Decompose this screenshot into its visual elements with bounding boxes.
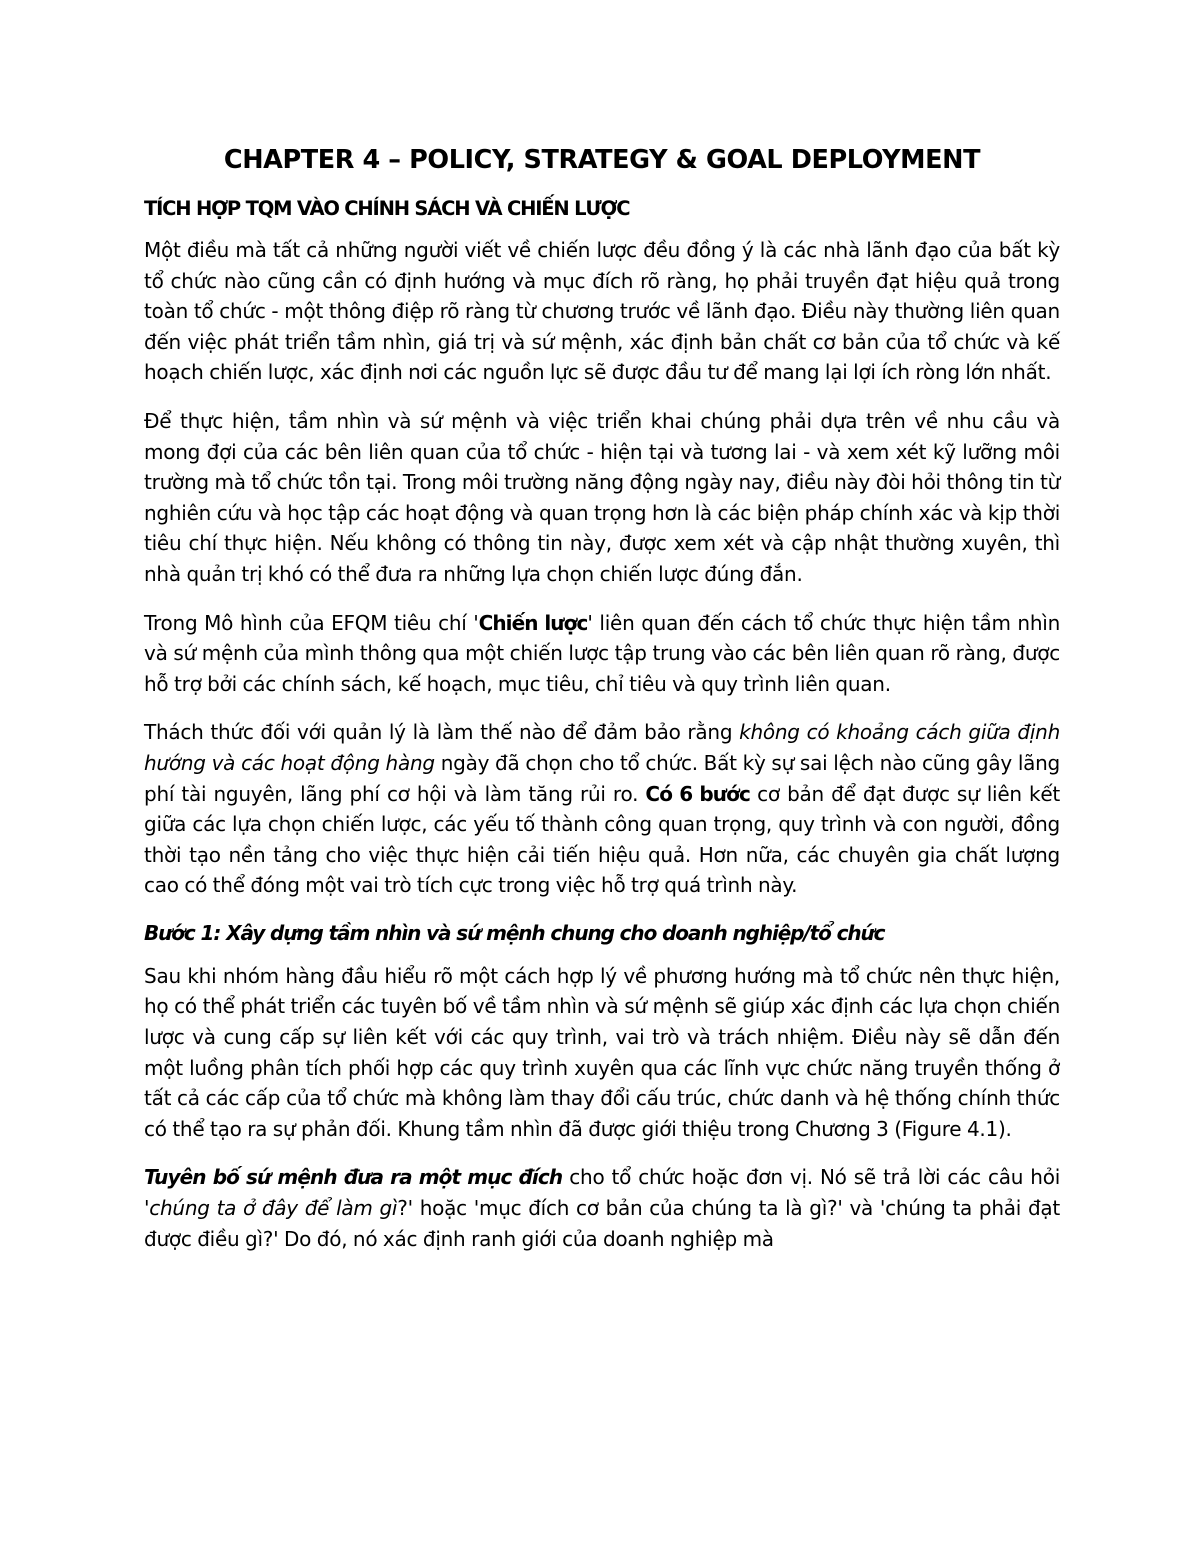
paragraph-3-bold-term: Chiến lược	[478, 610, 588, 635]
document-page	[144, 140, 1060, 1254]
paragraph-3	[144, 608, 1060, 700]
paragraph-6-text-part1: cho tổ chức hoặc đơn vị. Nó sẽ trả lời các câu hỏi '	[144, 1165, 1061, 1221]
paragraph-5: Sau khi nhóm hàng đầu hiểu rõ một cách hợp lý về phương hướng mà tổ chức nên thực hiện, họ có thể phát triển các tuyên bố về tầm nhìn và sứ mệnh sẽ giúp xác định các lựa chọn chiến lược và cung cấp sự liên kết với các quy trình, vai trò và trách nhiệm. Điều này sẽ dẫn đến một luồng phân tích phối hợp các quy trình xuyên qua các lĩnh vực chức năng truyền thống ở tất cả các cấp của tổ chức mà không làm thay đổi cấu trúc, chức danh và hệ thống chính thức có thể tạo ra sự phản đối. Khung tầm nhìn đã được giới thiệu trong Chương 3 (Figure 4.1).	[144, 963, 1060, 1141]
paragraph-6-text-part2: ?' hoặc 'mục đích cơ bản của chúng ta là gì?' và 'chúng ta phải đạt được điều gì?' Do đó, nó xác định ranh giới của doanh nghiệp mà	[144, 1196, 1060, 1251]
step-1-heading: Bước 1: Xây dựng tầm nhìn và sứ mệnh chung cho doanh nghiệp/tổ chức	[144, 920, 885, 945]
paragraph-4-text-middle: ngày đã chọn cho tổ chức. Bất kỳ sự sai lệch nào cũng gây lãng phí tài nguyên, lãng phí cơ hội và làm tăng rủi ro.	[144, 750, 1061, 806]
section-heading: TÍCH HỢP TQM VÀO CHÍNH SÁCH VÀ CHIẾN LƯỢC	[144, 197, 630, 220]
paragraph-6	[144, 1162, 1060, 1254]
paragraph-6-italic-phrase: chúng ta ở đây để làm gì	[149, 1196, 398, 1221]
paragraph-4-text-before: Thách thức đối với quản lý là làm thế nào để đảm bảo rằng	[144, 720, 740, 745]
paragraph-4-bold-phrase: Có 6 bước	[645, 781, 750, 806]
paragraph-4	[144, 717, 1060, 901]
paragraph-2: Để thực hiện, tầm nhìn và sứ mệnh và việc triển khai chúng phải dựa trên về nhu cầu và mong đợi của các bên liên quan của tổ chức - hiện tại và tương lai - và xem xét kỹ lưỡng môi trường mà tổ chức tồn tại. Trong môi trường năng động ngày nay, điều này đòi hỏi thông tin từ nghiên cứu và học tập các hoạt động và quan trọng hơn là các biện pháp chính xác và kịp thời tiêu chí thực hiện. Nếu không có thông tin này, được xem xét và cập nhật thường xuyên, thì nhà quản trị khó có thể đưa ra những lựa chọn chiến lược đúng đắn.	[144, 408, 1060, 586]
paragraph-4-text-after: cơ bản để đạt được sự liên kết giữa các lựa chọn chiến lược, các yếu tố thành công quan trọng, quy trình và con người, đồng thời tạo nền tảng cho việc thực hiện cải tiến hiệu quả. Hơn nữa, các chuyên gia chất lượng cao có thể đóng một vai trò tích cực trong việc hỗ trợ quá trình này.	[144, 781, 1060, 898]
paragraph-3-text-after: ' liên quan đến cách tổ chức thực hiện tầm nhìn và sứ mệnh của mình thông qua một chiến lược tập trung vào các bên liên quan rõ ràng, được hỗ trợ bởi các chính sách, kế hoạch, mục tiêu, chỉ tiêu và quy trình liên quan.	[144, 610, 1060, 696]
paragraph-6-bolditalic-phrase: Tuyên bố sứ mệnh đưa ra một mục đích	[144, 1165, 563, 1190]
chapter-title: CHAPTER 4 – POLICY, STRATEGY & GOAL DEPLOYMENT	[223, 145, 981, 175]
paragraph-1: Một điều mà tất cả những người viết về chiến lược đều đồng ý là các nhà lãnh đạo của bất kỳ tổ chức nào cũng cần có định hướng và mục đích rõ ràng, họ phải truyền đạt hiệu quả trong toàn tổ chức - một thông điệp rõ ràng từ chương trước về lãnh đạo. Điều này thường liên quan đến việc phát triển tầm nhìn, giá trị và sứ mệnh, xác định bản chất cơ bản của tổ chức và kế hoạch chiến lược, xác định nơi các nguồn lực sẽ được đầu tư để mang lại lợi ích ròng lớn nhất.	[144, 238, 1060, 385]
paragraph-3-text-before: Trong Mô hình của EFQM tiêu chí '	[144, 610, 479, 635]
paragraph-4-italic-phrase: không có khoảng cách giữa định hướng và các hoạt động hàng	[144, 720, 1060, 775]
